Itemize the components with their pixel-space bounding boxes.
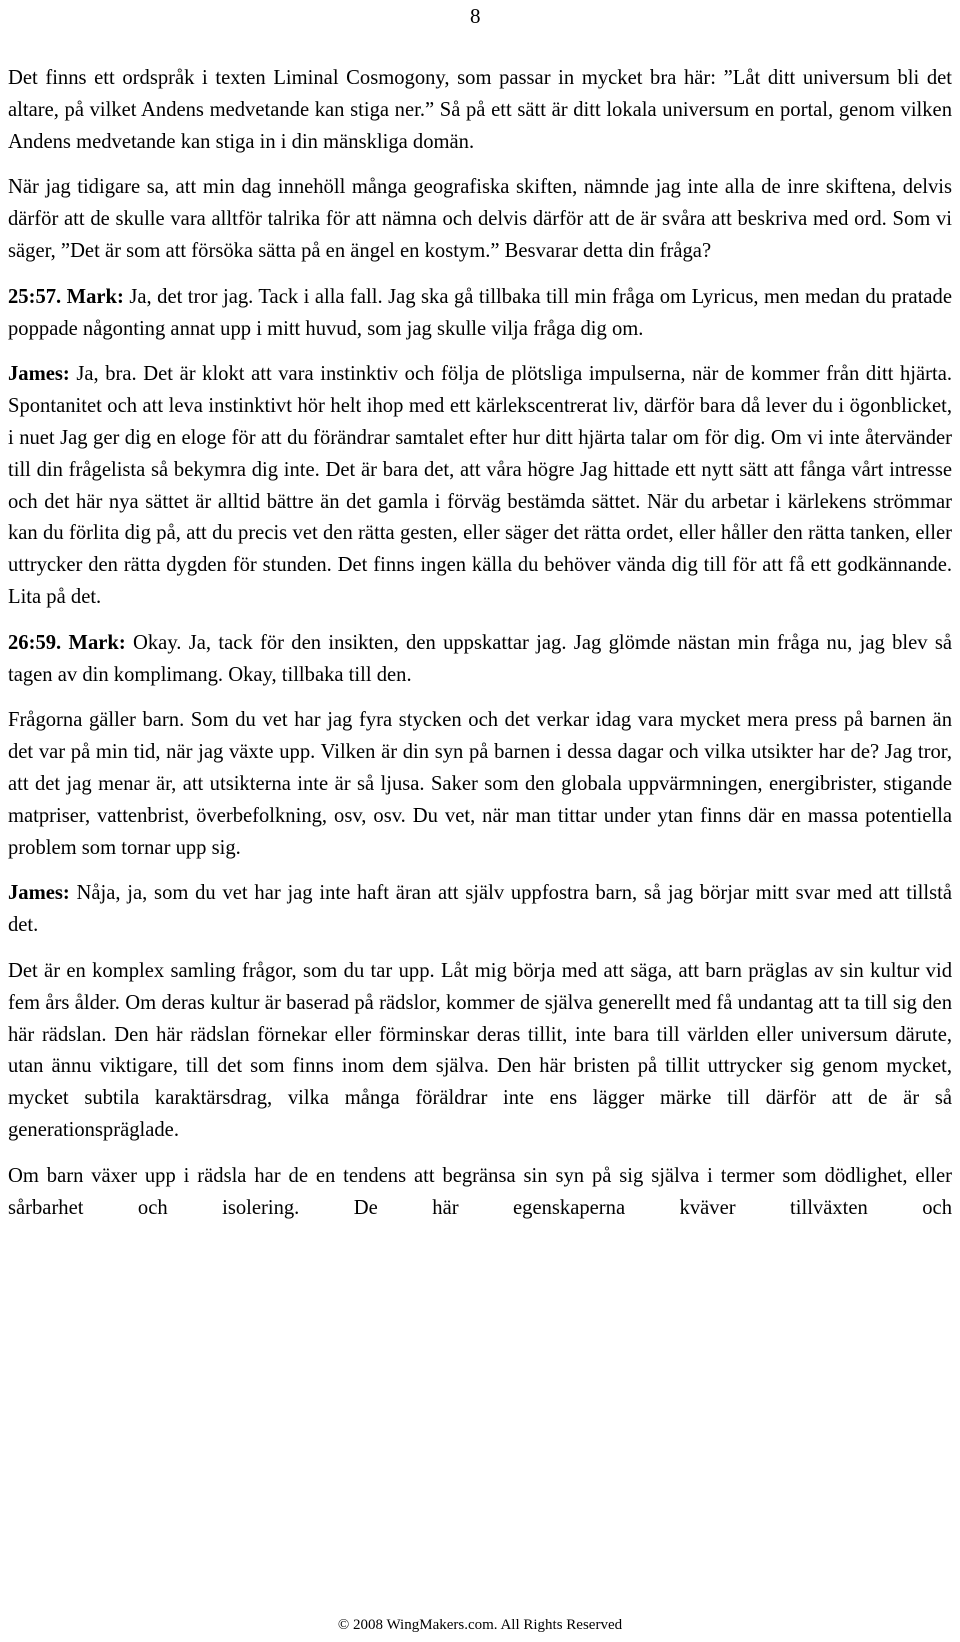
paragraph bbox=[8, 628, 952, 692]
speaker-label: 26:59. Mark: bbox=[8, 631, 126, 654]
speaker-label: 25:57. Mark: bbox=[8, 285, 124, 308]
paragraph-text: När jag tidigare sa, att min dag innehöll många geografiska skiften, nämnde jag inte alla de inre skiftena, delvis därför att de skulle vara alltför talrika för att nämna och delvis därför att de är svåra att beskriva med ord. Som vi säger, ”Det är som att försöka sätta på en ängel en kostym.” Besvarar detta din fråga? bbox=[8, 176, 952, 262]
copyright-footer: © 2008 WingMakers.com. All Rights Reserved bbox=[337, 1617, 623, 1633]
paragraph-text: Okay. Ja, tack för den insikten, den uppskattar jag. Jag glömde nästan min fråga nu, jag blev så tagen av din komplimang. Okay, tillbaka till den. bbox=[8, 631, 952, 686]
paragraph bbox=[8, 878, 952, 942]
paragraph-text: Ja, bra. Det är klokt att vara instinktiv och följa de plötsliga impulserna, när de kommer från ditt hjärta. Spontanitet och att leva instinktivt hör helt ihop med ett kärlekscentrerat liv, därför bara då lever du i ögonblicket, i nuet Jag ger dig en eloge för att du förändrar samtalet efter hur ditt hjärta talar om för dig. Om vi inte återvänder till din frågelista så bekymra dig inte. Det är bara det, att våra högre Jag hittade ett nytt sätt att fånga vårt intresse och det här nya sättet är alltid bättre än det gamla i förväg bestämda sättet. När du arbetar i kärlekens strömmar kan du förlita dig på, att du precis vet den rätta gesten, eller säger det rätta ordet, eller håller den rätta tanken, eller uttrycker den rätta dygden för stunden. Det finns ingen källa du behöver vända dig till för att få ett godkännande. Lita på det. bbox=[8, 363, 952, 608]
paragraph-text: Frågorna gäller barn. Som du vet har jag fyra stycken och det verkar idag vara mycket mera press på barnen än det var på min tid, när jag växte upp. Vilken är din syn på barnen i dessa dagar och vilka utsikter har de? Jag tror, att det jag menar är, att utsikterna inte är så ljusa. Saker som den globala uppvärmningen, energibrister, stigande matpriser, vattenbrist, överbefolkning, osv, osv. Du vet, när man tittar under ytan finns där en massa potentiella problem som tornar upp sig. bbox=[8, 709, 952, 859]
paragraph bbox=[8, 172, 952, 267]
paragraph-text: Ja, det tror jag. Tack i alla fall. Jag ska gå tillbaka till min fråga om Lyricus, men medan du pratade poppade någonting annat upp i mitt huvud, som jag skulle vilja fråga dig om. bbox=[8, 285, 952, 340]
paragraph bbox=[8, 282, 952, 346]
paragraph-text: Nåja, ja, som du vet har jag inte haft äran att själv uppfostra barn, så jag börjar mitt svar med att tillstå det. bbox=[8, 882, 952, 937]
document-body bbox=[8, 63, 952, 1224]
paragraph bbox=[8, 63, 952, 158]
paragraph-text: Om barn växer upp i rädsla har de en tendens att begränsa sin syn på sig själva i termer som dödlighet, eller sårbarhet och isolering. De här egenskaperna kväver tillväxten och bbox=[8, 1164, 952, 1219]
speaker-label: James: bbox=[8, 882, 70, 905]
paragraph bbox=[8, 1161, 952, 1225]
speaker-label: James: bbox=[8, 363, 70, 386]
paragraph bbox=[8, 705, 952, 864]
page-number: 8 bbox=[470, 4, 481, 28]
paragraph bbox=[8, 956, 952, 1147]
paragraph-text: Det är en komplex samling frågor, som du tar upp. Låt mig börja med att säga, att barn präglas av sin kultur vid fem års ålder. Om deras kultur är baserad på rädslor, kommer de själva generellt med få undantag att ta till sig den här rädslan. Den här rädslan förnekar eller förminskar deras tillit, inte bara till världen eller universum därute, utan ännu viktigare, till det som finns inom dem själva. Den här bristen på tillit uttrycker sig genom mycket, mycket subtila karaktärsdrag, vilka många föräldrar inte ens lägger märke till därför att de är så generationspräglade. bbox=[8, 959, 952, 1141]
paragraph bbox=[8, 359, 952, 613]
paragraph-text: Det finns ett ordspråk i texten Liminal Cosmogony, som passar in mycket bra här: ”Låt ditt universum bli det altare, på vilket Andens medvetande kan stiga ner.” Så på ett sätt är ditt lokala universum en portal, genom vilken Andens medvetande kan stiga in i din mänskliga domän. bbox=[8, 67, 952, 153]
